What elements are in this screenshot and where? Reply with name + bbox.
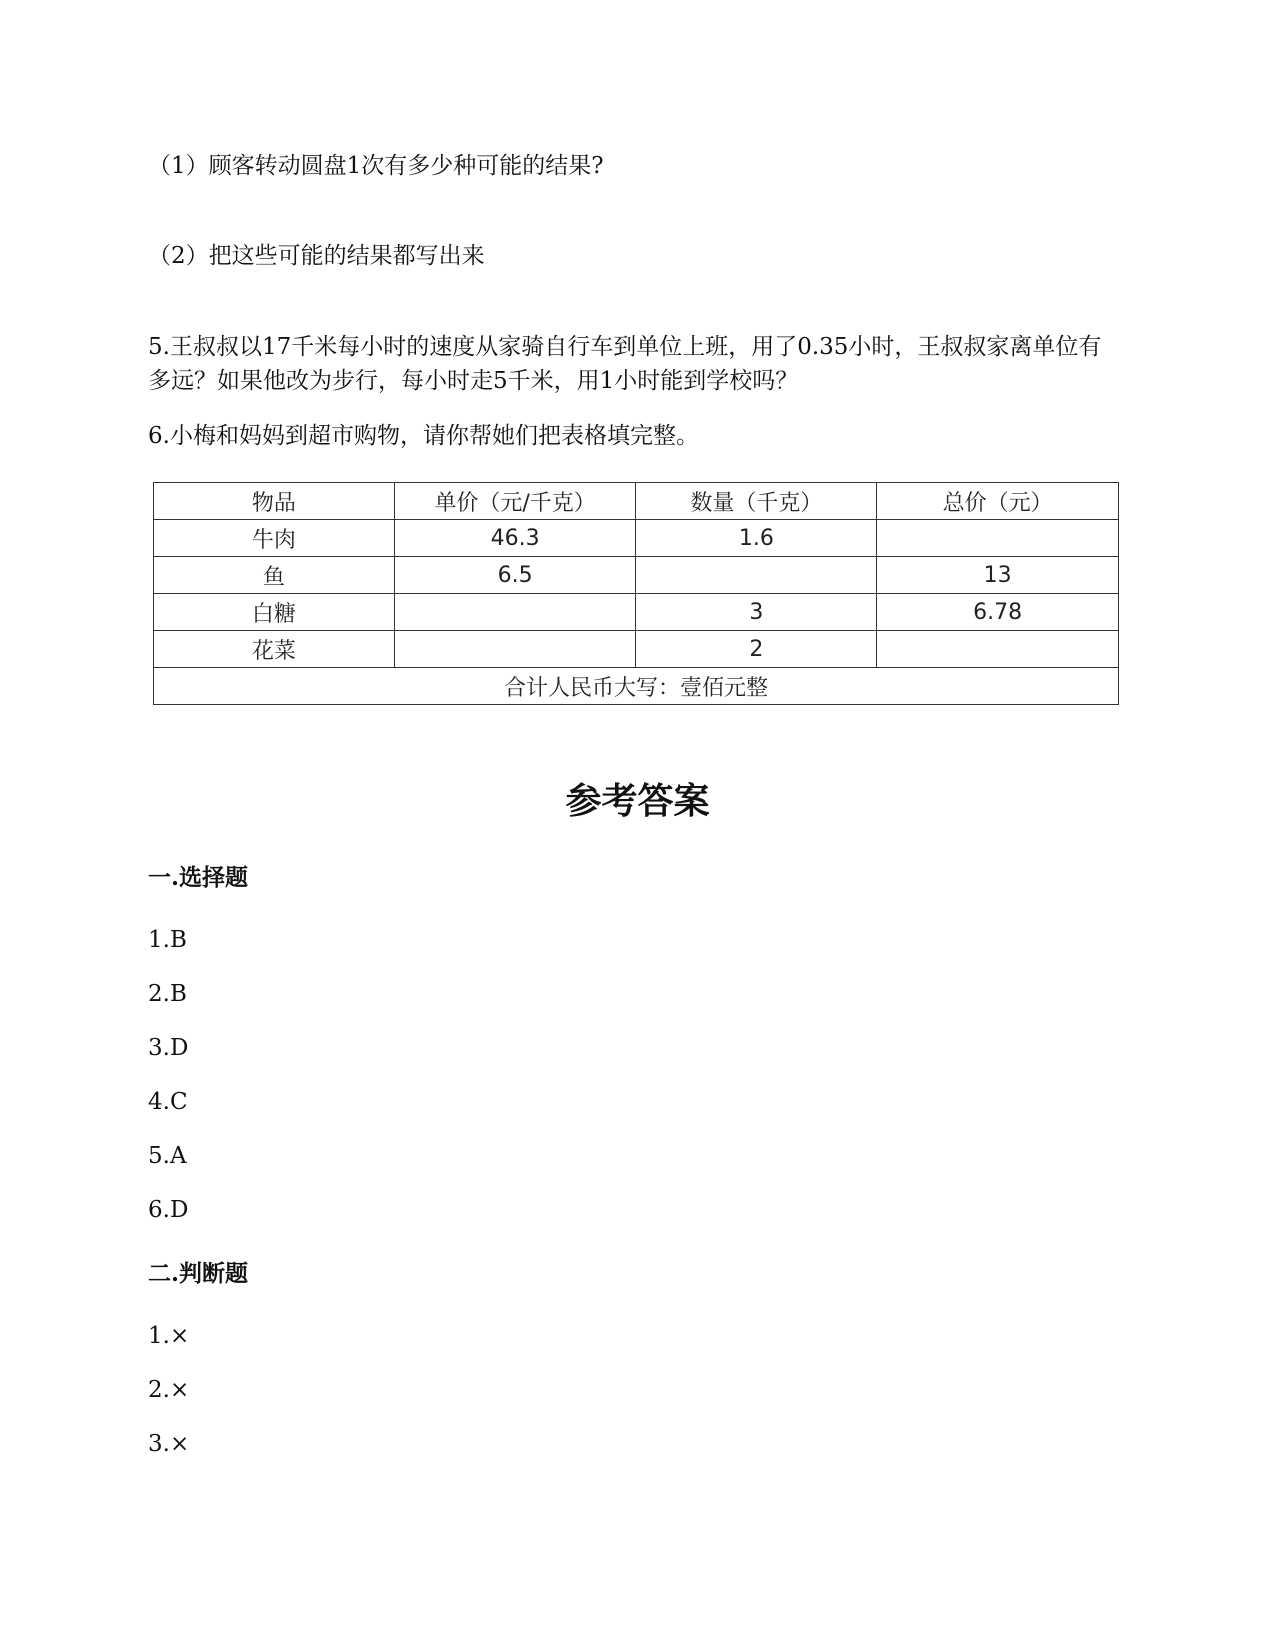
table-cell (394, 631, 636, 668)
section-heading-choice: 一.选择题 (148, 864, 249, 891)
answer-item: 5.A (148, 1143, 187, 1169)
table-row (154, 631, 1119, 668)
shopping-table-container (153, 482, 1119, 705)
table-row (154, 520, 1119, 557)
table-row (154, 557, 1119, 594)
answer-item: 2.× (148, 1377, 190, 1403)
table-header-cell: 物品 (154, 483, 395, 520)
table-cell (877, 631, 1119, 668)
table-cell (877, 520, 1119, 557)
table-cell: 6.78 (877, 594, 1119, 631)
answer-item: 1.B (148, 927, 187, 953)
table-header-cell: 总价（元） (877, 483, 1119, 520)
table-cell (636, 557, 877, 594)
table-header-row (154, 483, 1119, 520)
table-cell: 鱼 (154, 557, 395, 594)
table-cell (394, 594, 636, 631)
table-header-cell: 数量（千克） (636, 483, 877, 520)
table-cell: 牛肉 (154, 520, 395, 557)
table-footer-cell: 合计人民币大写：壹佰元整 (154, 668, 1119, 705)
table-cell: 白糖 (154, 594, 395, 631)
table-cell: 13 (877, 557, 1119, 594)
answer-title: 参考答案 (565, 780, 710, 822)
answer-item: 4.C (148, 1089, 188, 1115)
answer-item: 2.B (148, 981, 187, 1007)
question-6: 6.小梅和妈妈到超市购物，请你帮她们把表格填完整。 (148, 423, 699, 449)
table-cell: 46.3 (394, 520, 636, 557)
question-4-sub-1: （1）顾客转动圆盘1次有多少种可能的结果? (148, 153, 604, 179)
table-cell: 2 (636, 631, 877, 668)
table-footer-row (154, 668, 1119, 705)
table-cell: 1.6 (636, 520, 877, 557)
answer-item: 6.D (148, 1197, 189, 1223)
shopping-table (153, 482, 1119, 705)
answer-item: 3.× (148, 1431, 190, 1457)
question-5: 5.王叔叔以17千米每小时的速度从家骑自行车到单位上班，用了0.35小时，王叔叔家离单位有多远？如果他改为步行，每小时走5千米，用1小时能到学校吗？ (148, 334, 1102, 394)
table-row (154, 594, 1119, 631)
table-cell: 3 (636, 594, 877, 631)
table-cell: 6.5 (394, 557, 636, 594)
question-4-sub-2: （2）把这些可能的结果都写出来 (148, 243, 485, 269)
table-cell: 花菜 (154, 631, 395, 668)
section-heading-judgment: 二.判断题 (148, 1260, 249, 1287)
answer-item: 3.D (148, 1035, 189, 1061)
table-header-cell: 单价（元/千克） (394, 483, 636, 520)
answer-item: 1.× (148, 1323, 190, 1349)
